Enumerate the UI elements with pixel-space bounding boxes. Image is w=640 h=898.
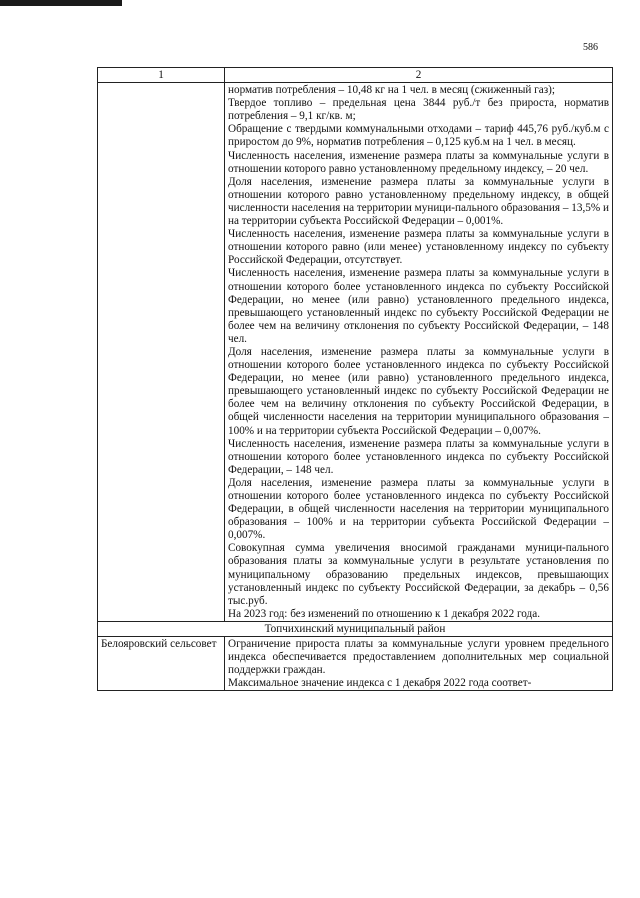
column-header-2: 2: [225, 68, 613, 83]
table-header-row: [98, 68, 613, 83]
entry-row: [98, 637, 613, 691]
paragraph: Совокупная сумма увеличения вносимой гражданами муници-пального образования платы за коммунальные услуги в результате установления по муниципальному образованию предельных индексов, превышающих установленный индекс по субъекту Российской Федерации, за декабрь – 0,56 тыс.руб.: [228, 542, 609, 607]
continuation-content-cell: [225, 83, 613, 622]
paragraph: Доля населения, изменение размера платы за коммунальные услуги в отношении которого более установленного индекса по субъекту Российской Федерации, в общей численности населения на территории муниципального образования – 100% и на территории субъекта Российской Федерации – 0,007%.: [228, 476, 609, 542]
paragraph: Доля населения, изменение размера платы за коммунальные услуги в отношении которого более установленного индекса по субъекту Российской Федерации, но менее (или равно) установленного предельного индекса, превышающего установленный индекс по субъекту Российской Федерации не более чем на величину отклонения по субъекту Российской Федерации, в общей численности населения на территории муниципального образования – 100% и на территории субъекта Российской Федерации – 0,007%.: [228, 345, 609, 437]
scan-edge-bar: [0, 0, 122, 6]
continuation-row: [98, 83, 613, 622]
municipality-name: Белояровский сельсовет: [98, 637, 225, 691]
page-number: 586: [583, 42, 598, 53]
column-header-1: 1: [98, 68, 225, 83]
empty-municipality-cell: [98, 83, 225, 622]
paragraph: Ограничение прироста платы за коммунальные услуги уровнем предельного индекса обеспечивается предоставлением дополнительных мер социальной поддержки граждан.: [228, 638, 609, 677]
paragraph: норматив потребления – 10,48 кг на 1 чел. в месяц (сжиженный газ);: [228, 84, 555, 97]
paragraph: Численность населения, изменение размера платы за коммунальные услуги в отношении которого более установленного индекса по субъекту Российской Федерации, – 148 чел.: [228, 437, 609, 476]
paragraph: Численность населения, изменение размера платы за коммунальные услуги в отношении которого более установленного индекса по субъекту Российской Федерации, но менее (или равно) установленного предельного индекса, превышающего установленный индекс по субъекту Российской Федерации не более чем на величину отклонения по субъекту Российской Федерации, – 148 чел.: [228, 267, 609, 345]
district-title: Топчихинский муниципальный район: [98, 621, 613, 636]
paragraph: Доля населения, изменение размера платы за коммунальные услуги в отношении которого равно установленному предельному индексу, в общей численности населения на территории муници-пального образования – 13,5% и на территории субъекта Российской Федерации – 0,001%.: [228, 175, 609, 228]
entry-content-cell: [225, 637, 613, 691]
paragraph: Обращение с твердыми коммунальными отходами – тариф 445,76 руб./куб.м с приростом до 9%, норматив потребления – 0,125 куб.м на 1 чел. в месяц.: [228, 123, 609, 149]
paragraph: Твердое топливо – предельная цена 3844 руб./т без прироста, норматив потребления – 9,1 кг/кв. м;: [228, 97, 609, 123]
district-row: [98, 621, 613, 636]
paragraph: Численность населения, изменение размера платы за коммунальные услуги в отношении которого равно установленному предельному индексу, – 20 чел.: [228, 149, 609, 175]
paragraph: Максимальное значение индекса с 1 декабря 2022 года соответ-: [228, 677, 532, 690]
data-table: [97, 67, 613, 691]
paragraph: Численность населения, изменение размера платы за коммунальные услуги в отношении которого равно (или менее) установленному индексу по субъекту Российской Федерации, отсутствует.: [228, 228, 609, 267]
paragraph: На 2023 год: без изменений по отношению к 1 декабря 2022 года.: [228, 607, 541, 620]
